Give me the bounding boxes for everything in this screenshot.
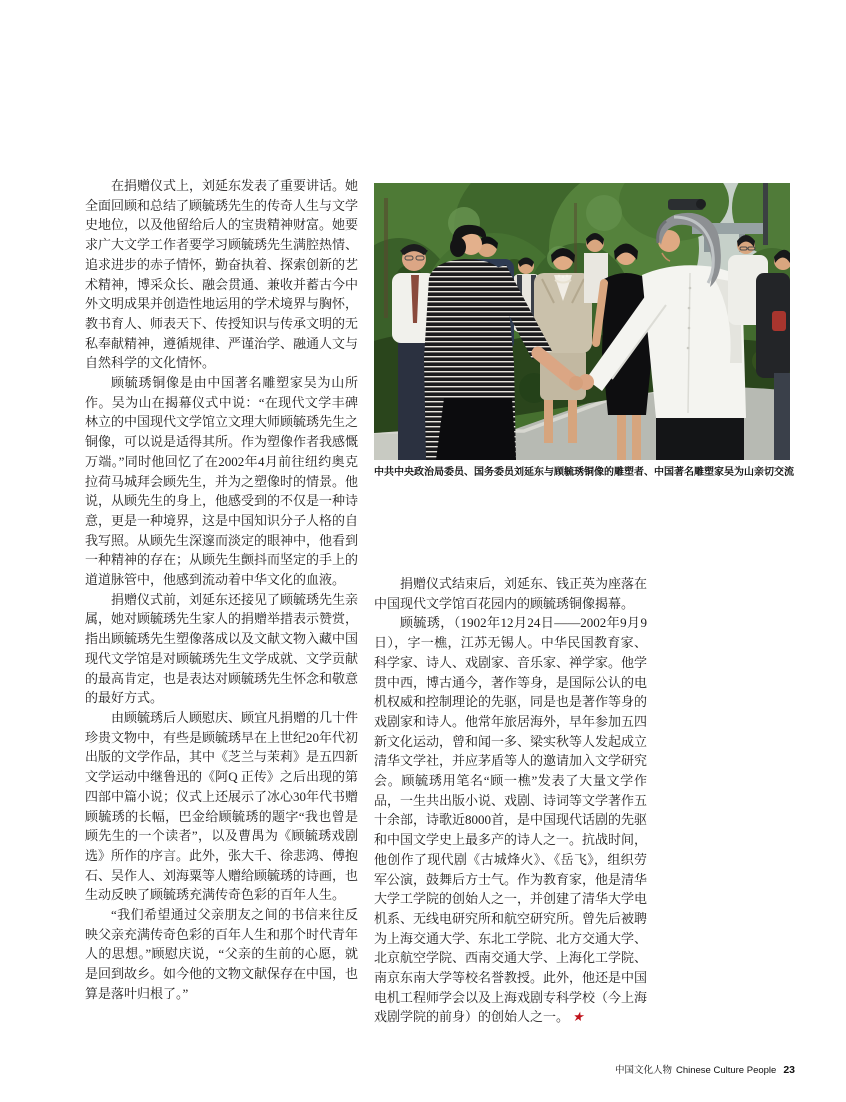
article-left-column — [85, 176, 358, 1004]
article-paragraph: 由顾毓琇后人顾慰庆、顾宜凡捐赠的几十件珍贵文物中，有些是顾毓琇早在上世纪20年代初出版的文学作品，其中《芝兰与茉莉》是五四新文学运动中继鲁迅的《阿Q 正传》之后出现的第四部中篇小说；仪式上还展示了冰心30年代书赠顾毓琇的长幅，巴金给顾毓琇的题字“我也曾是顾先生的一个读者”，以及曹禺为《顾毓琇戏剧选》所作的序言。此外，张大千、徐悲鸿、傅抱石、吴作人、刘海粟等人赠给顾毓琇的诗画，也生动反映了顾毓琇充满传奇色彩的百年人生。 — [85, 709, 359, 903]
article-paragraph: 捐赠仪式结束后，刘延东、钱正英为座落在中国现代文学馆百花园内的顾毓琇铜像揭幕。 — [374, 576, 648, 611]
pole — [763, 183, 768, 245]
article-paragraph: 顾毓琇铜像是由中国著名雕塑家吴为山所作。吴为山在揭幕仪式中说：“在现代文学丰碑林立的中国现代文学馆立文理大师顾毓琇先生之铜像，可以说是适得其所。作为塑像作者我感慨万端。”同时他回忆了在2002年4月前往纽约奥克拉荷马城拜会顾先生，并为之塑像时的情景。他说，从顾先生的身上，他感受到的不仅是一种诗意，更是一种境界，这是中国知识分子人格的自我写照。从顾先生深邃而淡定的眼神中，他看到一种精神的存在；从顾先生颤抖而坚定的手上的道道脉管中，他感到流动着中华文化的血液。 — [85, 375, 359, 588]
photo-illustration — [374, 183, 790, 460]
footer-title-cn: 中国文化人物 — [614, 1065, 672, 1076]
article-paragraph: “我们希望通过父亲朋友之间的书信来往反映父亲充满传奇色彩的百年人生和那个时代青年人的思想。”顾慰庆说，“父亲的生前的心愿，就是回到故乡。如今他的文物文献保存在中国，也算是落叶归根了。” — [85, 907, 359, 1001]
footer-title-en: Chinese Culture People — [675, 1065, 777, 1076]
photo-caption: 中共中央政治局委员、国务委员刘延东与顾毓琇铜像的雕塑者、中国著名雕塑家吴为山亲切交流 — [374, 467, 794, 478]
article-paragraph: 在捐赠仪式上，刘延东发表了重要讲话。她全面回顾和总结了顾毓琇先生的传奇人生与文学史地位，以及他留给后人的宝贵精神财富。她要求广大文学工作者要学习顾毓琇先生满腔热情、追求进步的赤子情怀，勤奋执着、探索创新的艺术精神，博采众长、融会贯通、兼收并蓄古今中外文明成果并创造性地运用的学术境界与胸怀，教书育人、师表天下、传授知识与传承文明的无私奉献精神，遵循规律、严谨治学、融通人文与自然科学的文化情怀。 — [85, 178, 359, 371]
article-end-star-icon: ★ — [572, 1009, 584, 1025]
article-paragraph — [374, 613, 647, 1027]
page-footer — [615, 1062, 795, 1076]
article-paragraph-text: 顾毓琇，（1902年12月24日——2002年9月9日），字一樵，江苏无锡人。中华民国教育家、科学家、诗人、戏剧家、音乐家、禅学家。他学贯中西，博古通今，著作等身，是国际公认的电机权威和控制理论的先驱，同是也是著作等身的戏剧家和诗人。他常年旅居海外，早年参加五四新文化运动，曾和闻一多、梁实秋等人发起成立清华文学社，并应茅盾等人的邀请加入文学研究会。顾毓琇用笔名“顾一樵”发表了大量文学作品，一生共出版小说、戏剧、诗词等文学著作五十余部，诗歌近8000首，是中国现代话剧的先驱和中国文学史上最多产的诗人之一。抗战时间，他创作了现代剧《古城烽火》、《岳飞》，组织劳军公演，鼓舞后方士气。作为教育家，他是清华大学工学院的创始人之一，并创建了清华大学电机系、无线电研究所和航空研究所。曾先后被聘为上海交通大学、东北工学院、北方交通大学、北京航空学院、西南交通大学、上海化工学院、南京东南大学等校名誉教授。此外，他还是中国电机工程师学会以及上海戏剧专科学校（今上海戏剧学院的前身）的创始人之一。 — [374, 615, 648, 1025]
article-paragraph: 捐赠仪式前，刘延东还接见了顾毓琇先生亲属，她对顾毓琇先生家人的捐赠举措表示赞赏，指出顾毓琇先生塑像落成以及文献文物入藏中国现代文学馆是对顾毓琇先生文学成就、文学贡献的最高肯定，也是表达对顾毓琇先生怀念和敬意的最好方式。 — [85, 591, 359, 706]
article-right-column — [374, 574, 647, 1027]
photo — [374, 183, 790, 460]
footer-page-number: 23 — [783, 1064, 795, 1076]
